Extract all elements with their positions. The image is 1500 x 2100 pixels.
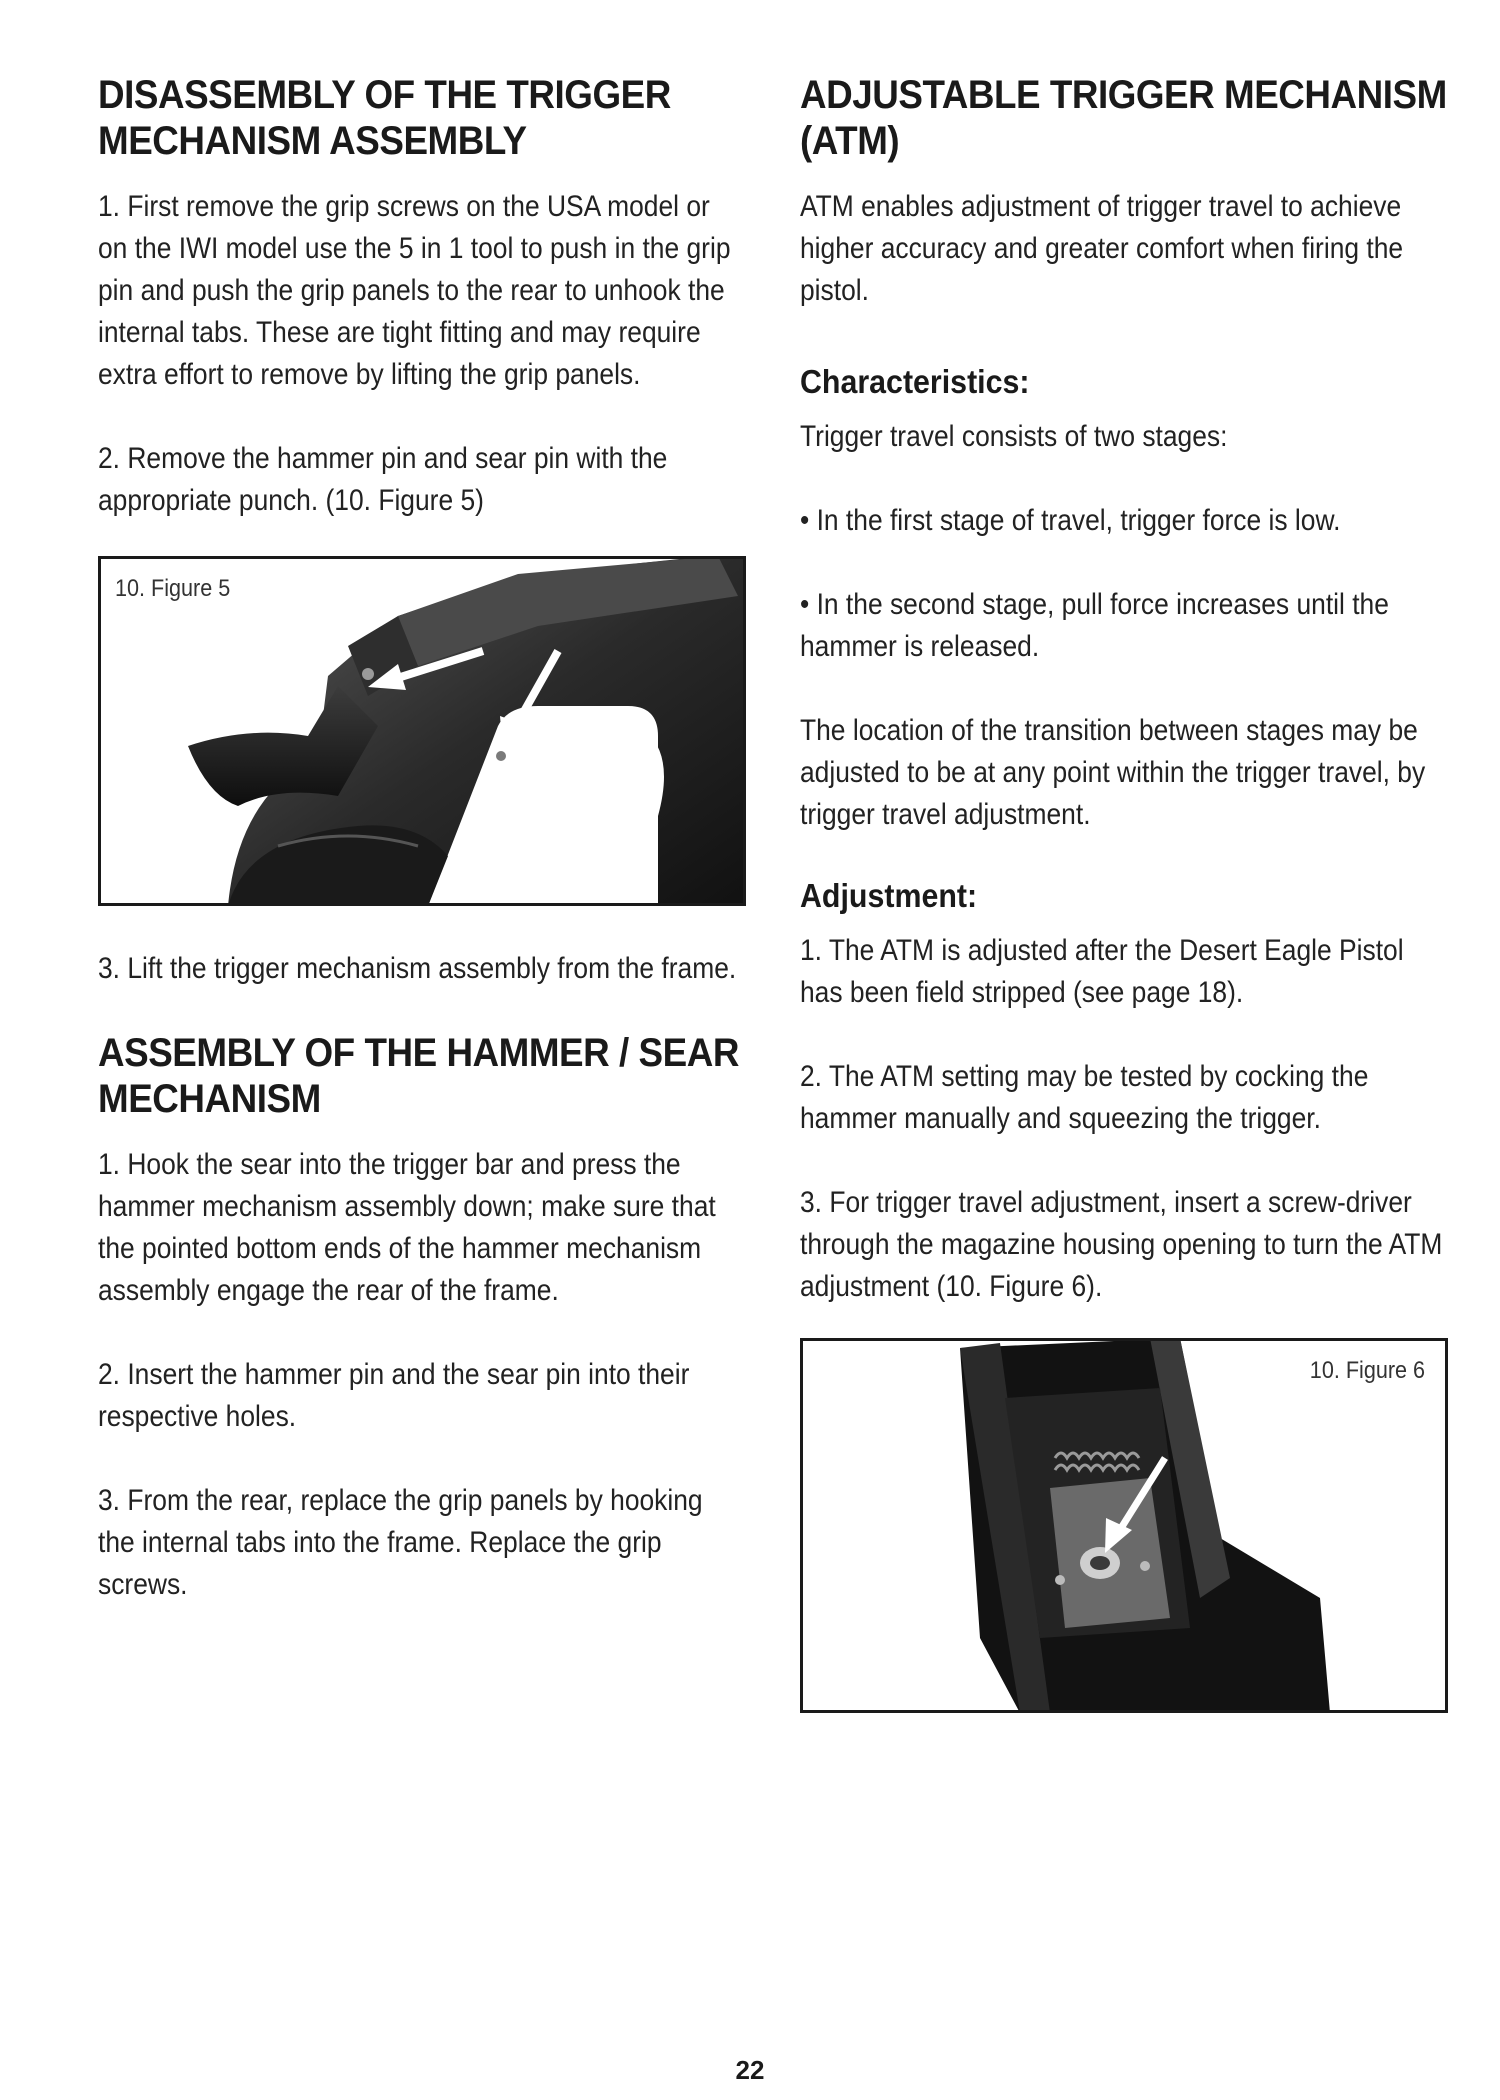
figure-5-label: 10. Figure 5: [115, 575, 231, 602]
heading-atm-line1: ADJUSTABLE TRIGGER MECHANISM: [800, 73, 1447, 117]
characteristics-bullet-1: • In the first stage of travel, trigger force is low.: [800, 504, 1341, 537]
adjustment-step-2: 2. The ATM setting may be tested by cocking the hammer manually and squeezing the trigger.: [800, 1060, 1369, 1135]
characteristics-transition: The location of the transition between stages may be adjusted to be at any point within the trigger travel, by trigger travel adjustment.: [800, 714, 1426, 831]
assembly-step-1: 1. Hook the sear into the trigger bar and press the hammer mechanism assembly down; make sure that the pointed bottom ends of the hammer mechanism assembly engage the rear of the frame.: [98, 1148, 716, 1307]
figure-6-photo: [800, 1338, 1448, 1713]
characteristics-bullet-2: • In the second stage, pull force increases until the hammer is released.: [800, 588, 1389, 663]
atm-intro: ATM enables adjustment of trigger travel to achieve higher accuracy and greater comfort when firing the pistol.: [800, 190, 1404, 307]
heading-adjustment: Adjustment:: [800, 877, 978, 914]
heading-assembly: [98, 1030, 739, 1122]
figure-5: [98, 556, 746, 906]
right-column: [800, 72, 1448, 1713]
heading-atm: [800, 72, 1447, 164]
adjustment-step-3: 3. For trigger travel adjustment, insert a screw-driver through the magazine housing opening to turn the ATM adjustment (10. Figure 6).: [800, 1186, 1443, 1303]
heading-atm-line2: (ATM): [800, 119, 900, 163]
heading-characteristics: Characteristics:: [800, 363, 1030, 400]
heading-disassembly: [98, 72, 694, 164]
heading-assembly-line2: MECHANISM: [98, 1077, 321, 1121]
disassembly-step-1: 1. First remove the grip screws on the USA model or on the IWI model use the 5 in 1 tool to push in the grip pin and push the grip panels to the rear to unhook the internal tabs. These are tight fitting and may require extra effort to remove by lifting the grip panels.: [98, 190, 731, 391]
heading-disassembly-line1: DISASSEMBLY OF THE TRIGGER: [98, 73, 671, 117]
disassembly-step-2: 2. Remove the hammer pin and sear pin with the appropriate punch. (10. Figure 5): [98, 442, 668, 517]
heading-assembly-line1: ASSEMBLY OF THE HAMMER / SEAR: [98, 1031, 739, 1075]
assembly-step-3: 3. From the rear, replace the grip panels by hooking the internal tabs into the frame. Replace the grip screws.: [98, 1484, 703, 1601]
left-column: [98, 72, 746, 1648]
assembly-step-2: 2. Insert the hammer pin and the sear pin into their respective holes.: [98, 1358, 690, 1433]
disassembly-step-3: 3. Lift the trigger mechanism assembly from the frame.: [98, 952, 737, 985]
figure-6: [800, 1338, 1448, 1713]
characteristics-intro: Trigger travel consists of two stages:: [800, 420, 1228, 453]
figure-5-photo: [98, 556, 746, 906]
page-number: 22: [735, 2055, 765, 2085]
adjustment-step-1: 1. The ATM is adjusted after the Desert Eagle Pistol has been field stripped (see page 18).: [800, 934, 1404, 1009]
figure-6-label: 10. Figure 6: [1309, 1357, 1425, 1384]
heading-disassembly-line2: MECHANISM ASSEMBLY: [98, 119, 527, 163]
